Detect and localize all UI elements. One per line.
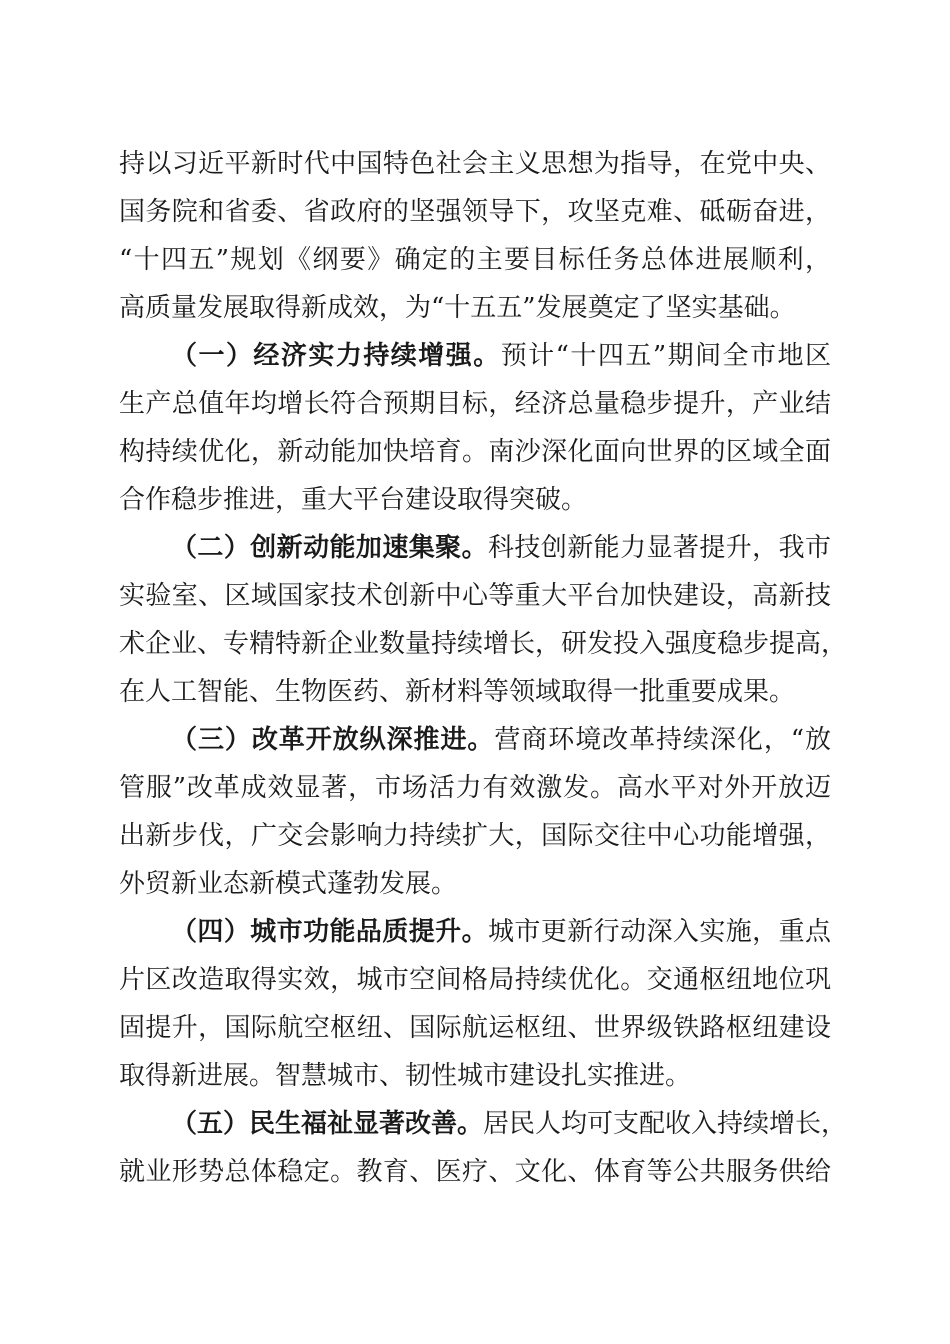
section-text: 营商环境改革持续深化，“放 [494,725,831,755]
text-line: 国务院和省委、省政府的坚强领导下，攻坚克难、砥砺奋进， [119,197,831,227]
section-heading: （三）改革开放纵深推进。 [171,725,495,755]
text-line: 外贸新业态新模式蓬勃发展。 [119,869,458,899]
text-line: “十四五”规划《纲要》确定的主要目标任务总体进展顺利， [119,245,831,275]
text-line: 实验室、区域国家技术创新中心等重大平台加快建设，高新技 [119,581,831,611]
text-line: 合作稳步推进，重大平台建设取得突破。 [119,485,588,515]
text-line: 高质量发展取得新成效，为“十五五”发展奠定了坚实基础。 [119,293,796,323]
section-first-line [171,336,831,376]
text-line: 固提升，国际航空枢纽、国际航运枢纽、世界级铁路枢纽建设 [119,1013,831,1043]
text-line: 取得新进展。智慧城市、韧性城市建设扎实推进。 [119,1061,692,1091]
section-heading: （一）经济实力持续增强。 [171,341,501,371]
section-heading: （五）民生福祉显著改善。 [171,1109,484,1139]
text-line: 持以习近平新时代中国特色社会主义思想为指导，在党中央、 [119,149,831,179]
section-text: 城市更新行动深入实施，重点 [488,917,831,947]
text-line: 就业形势总体稳定。教育、医疗、文化、体育等公共服务供给 [119,1157,831,1187]
section-text: 居民人均可支配收入持续增长， [483,1109,848,1139]
section-first-line [171,720,831,760]
text-line: 构持续优化，新动能加快培育。南沙深化面向世界的区域全面 [119,437,831,467]
section-first-line [171,912,831,952]
section-text: 科技创新能力显著提升，我市 [488,533,831,563]
text-line: 在人工智能、生物医药、新材料等领域取得一批重要成果。 [119,677,796,707]
text-line: 出新步伐，广交会影响力持续扩大，国际交往中心功能增强， [119,821,831,851]
text-line: 片区改造取得实效，城市空间格局持续优化。交通枢纽地位巩 [119,965,831,995]
text-line: 管服”改革成效显著，市场活力有效激发。高水平对外开放迈 [119,773,831,803]
section-text: 预计“十四五”期间全市地区 [500,341,831,371]
section-heading: （四）城市功能品质提升。 [171,917,488,947]
text-line: 术企业、专精特新企业数量持续增长，研发投入强度稳步提高， [119,629,848,659]
text-line: 生产总值年均增长符合预期目标，经济总量稳步提升，产业结 [119,389,831,419]
section-heading: （二）创新动能加速集聚。 [171,533,488,563]
section-first-line [171,1104,848,1144]
section-first-line [171,528,831,568]
